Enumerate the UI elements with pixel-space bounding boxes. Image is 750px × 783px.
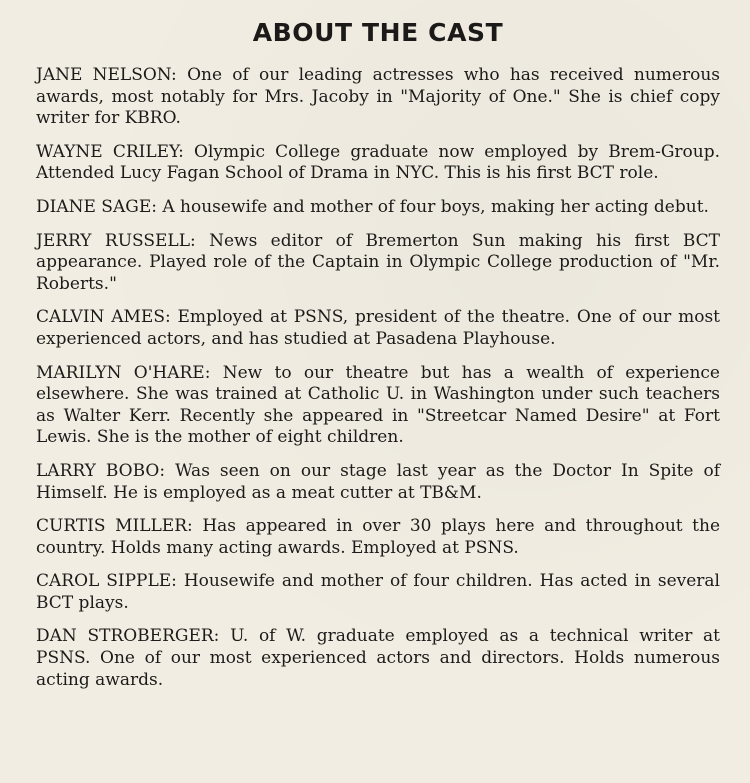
cast-bio: Has appeared in over 30 plays here and throughout the country. Holds many acting awards. Employed at PSNS. — [36, 516, 721, 558]
cast-name: CURTIS MILLER: — [36, 516, 193, 537]
cast-bio: A housewife and mother of four boys, making her acting debut. — [162, 196, 709, 217]
cast-name: MARILYN O'HARE: — [36, 362, 211, 383]
cast-bio: Housewife and mother of four children. Has acted in several BCT plays. — [36, 571, 720, 613]
cast-bio: One of our leading actresses who has received numerous awards, most notably for Mrs. Jacoby in "Majority of One." She is chief copy writer for KBRO. — [36, 65, 720, 129]
cast-entry — [36, 65, 720, 130]
cast-entry — [36, 461, 720, 504]
cast-bio: Was seen on our stage last year as the Doctor In Spite of Himself. He is employed as a meat cutter at TB&M. — [36, 460, 720, 503]
page-title: ABOUT THE CAST — [252, 18, 504, 47]
cast-name: JANE NELSON: — [36, 65, 177, 85]
cast-entry — [36, 626, 720, 691]
cast-bio: Olympic College graduate now employed by Brem-Group. Attended Lucy Fagan School of Drama in NYC. This is his first BCT role. — [36, 141, 720, 184]
cast-entry — [36, 231, 720, 296]
cast-entry — [36, 197, 720, 219]
cast-name: JERRY RUSSELL: — [36, 230, 196, 251]
cast-name: WAYNE CRILEY: — [36, 141, 184, 162]
cast-name: DAN STROBERGER: — [36, 626, 220, 647]
cast-entry — [36, 142, 720, 185]
cast-name: CALVIN AMES: — [36, 307, 171, 328]
cast-name: LARRY BOBO: — [36, 460, 166, 481]
cast-entry — [36, 363, 720, 449]
cast-entry — [36, 516, 720, 559]
cast-entry — [36, 307, 720, 350]
cast-name: CAROL SIPPLE: — [36, 571, 177, 592]
cast-bio: U. of W. graduate employed as a technical writer at PSNS. One of our most experienced actors and directors. Holds numerous acting awards. — [36, 626, 720, 690]
cast-entry — [36, 571, 720, 614]
cast-name: DIANE SAGE: — [36, 196, 157, 217]
cast-bio: New to our theatre but has a wealth of experience elsewhere. She was trained at Catholic U. in Washington under such teachers as Walter Kerr. Recently she appeared in "Streetcar Named Desire" at Fort Lewis. She is the mother of eight children. — [36, 362, 720, 448]
cast-bio: Employed at PSNS, president of the theatre. One of our most experienced actors, and has studied at Pasadena Playhouse. — [36, 307, 721, 349]
cast-bio: News editor of Bremerton Sun making his first BCT appearance. Played role of the Captain in Olympic College production of "Mr. Roberts." — [36, 230, 721, 294]
